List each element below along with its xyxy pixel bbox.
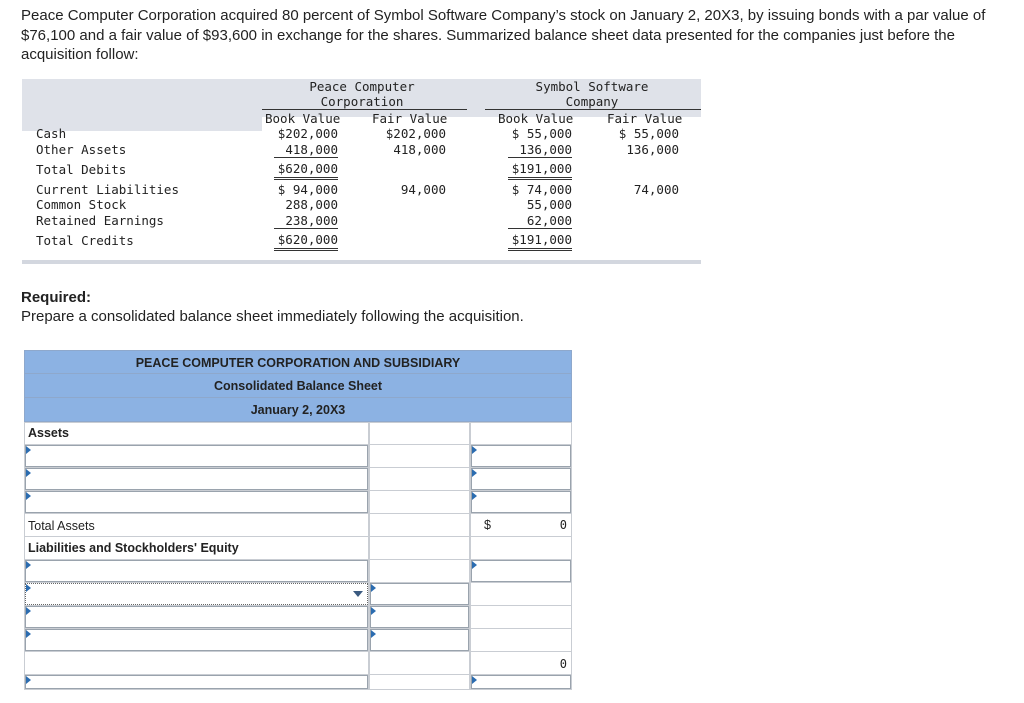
assets-header-row [24, 422, 572, 444]
cell: 418,000 [393, 142, 446, 157]
cell: 418,000 [285, 142, 338, 157]
liability-1-amount-input[interactable] [471, 560, 571, 582]
peace-header: Peace Computer [309, 79, 415, 94]
chevron-down-icon[interactable] [353, 591, 363, 597]
symbol-header-line2: Company [565, 94, 619, 109]
symbol-fair-value-header: Fair Value [607, 111, 683, 126]
total-assets-value: 0 [559, 518, 567, 532]
liability-row-5 [24, 674, 572, 689]
asset-row-3 [24, 490, 572, 513]
cell: $ 55,000 [618, 126, 679, 141]
assets-label: Assets [28, 426, 69, 440]
asset-row-1 [24, 444, 572, 467]
cell: $ 74,000 [511, 182, 572, 197]
total-assets-label: Total Assets [28, 519, 95, 533]
consolidated-balance-sheet [24, 350, 572, 671]
sheet-title: PEACE COMPUTER CORPORATION AND SUBSIDIARY [24, 350, 572, 374]
row-label-total-credits: Total Credits [36, 233, 134, 248]
row-label-other-assets: Other Assets [36, 142, 127, 157]
total-assets-row [24, 513, 572, 536]
liability-5-amount-input[interactable] [471, 675, 571, 689]
asset-3-amount-input[interactable] [471, 491, 571, 513]
liability-row-2 [24, 582, 572, 605]
peace-fair-value-header: Fair Value [372, 111, 448, 126]
row-label-cash: Cash [36, 126, 67, 141]
cell: $ 94,000 [277, 182, 338, 197]
cell: $620,000 [277, 161, 338, 176]
liability-subtotal-row [24, 651, 572, 674]
cell: 74,000 [633, 182, 679, 197]
cell: $191,000 [511, 232, 572, 247]
liabilities-equity-label: Liabilities and Stockholders' Equity [28, 541, 239, 555]
cell: 288,000 [285, 197, 338, 212]
row-label-common-stock: Common Stock [36, 197, 127, 212]
cell: 136,000 [626, 142, 679, 157]
liability-2-amount-input[interactable] [370, 583, 469, 605]
cell: $202,000 [385, 126, 446, 141]
cell: 136,000 [519, 142, 572, 157]
liability-subtotal-value: 0 [559, 657, 567, 671]
asset-2-account-input[interactable] [25, 468, 368, 490]
cell: $ 55,000 [511, 126, 572, 141]
cell: $191,000 [511, 161, 572, 176]
cell: $202,000 [277, 126, 338, 141]
asset-2-amount-input[interactable] [471, 468, 571, 490]
currency-symbol: $ [484, 518, 491, 532]
liability-row-1 [24, 559, 572, 582]
required-title: Required: [21, 289, 92, 306]
cell: 94,000 [400, 182, 446, 197]
liability-3-account-input[interactable] [25, 606, 368, 628]
problem-statement: Peace Computer Corporation acquired 80 percent of Symbol Software Company’s stock on January 2, 20X3, by issuing bonds with a par value of $76,100 and a fair value of $93,600 in exchange for the shares. Summarized balance sheet data presented for the companies just before the acquisition follow: [21, 7, 986, 63]
symbol-header: Symbol Software [535, 79, 649, 94]
row-label-current-liabilities: Current Liabilities [36, 182, 179, 197]
asset-1-account-input[interactable] [25, 445, 368, 467]
symbol-book-value-header: Book Value [498, 111, 574, 126]
required-section [21, 288, 524, 326]
liability-4-account-input[interactable] [25, 629, 368, 651]
asset-row-2 [24, 467, 572, 490]
liability-row-4 [24, 628, 572, 651]
liability-2-account-dropdown[interactable] [25, 583, 368, 605]
sheet-date: January 2, 20X3 [24, 398, 572, 422]
liability-3-amount-input[interactable] [370, 606, 469, 628]
sheet-subtitle: Consolidated Balance Sheet [24, 374, 572, 398]
asset-1-amount-input[interactable] [471, 445, 571, 467]
cell: $620,000 [277, 232, 338, 247]
cell: 238,000 [285, 213, 338, 228]
required-text: Prepare a consolidated balance sheet immediately following the acquisition. [21, 308, 524, 325]
asset-3-account-input[interactable] [25, 491, 368, 513]
liability-5-account-input[interactable] [25, 675, 368, 689]
liability-4-amount-input[interactable] [370, 629, 469, 651]
cell: 55,000 [526, 197, 572, 212]
peace-header-line2: Corporation [320, 94, 404, 109]
peace-book-value-header: Book Value [265, 111, 341, 126]
balance-sheet-data-table [22, 79, 701, 264]
liability-1-account-input[interactable] [25, 560, 368, 582]
liabilities-header-row [24, 536, 572, 559]
row-label-retained-earnings: Retained Earnings [36, 213, 164, 228]
cell: 62,000 [526, 213, 572, 228]
liability-row-3 [24, 605, 572, 628]
row-label-total-debits: Total Debits [36, 162, 127, 177]
